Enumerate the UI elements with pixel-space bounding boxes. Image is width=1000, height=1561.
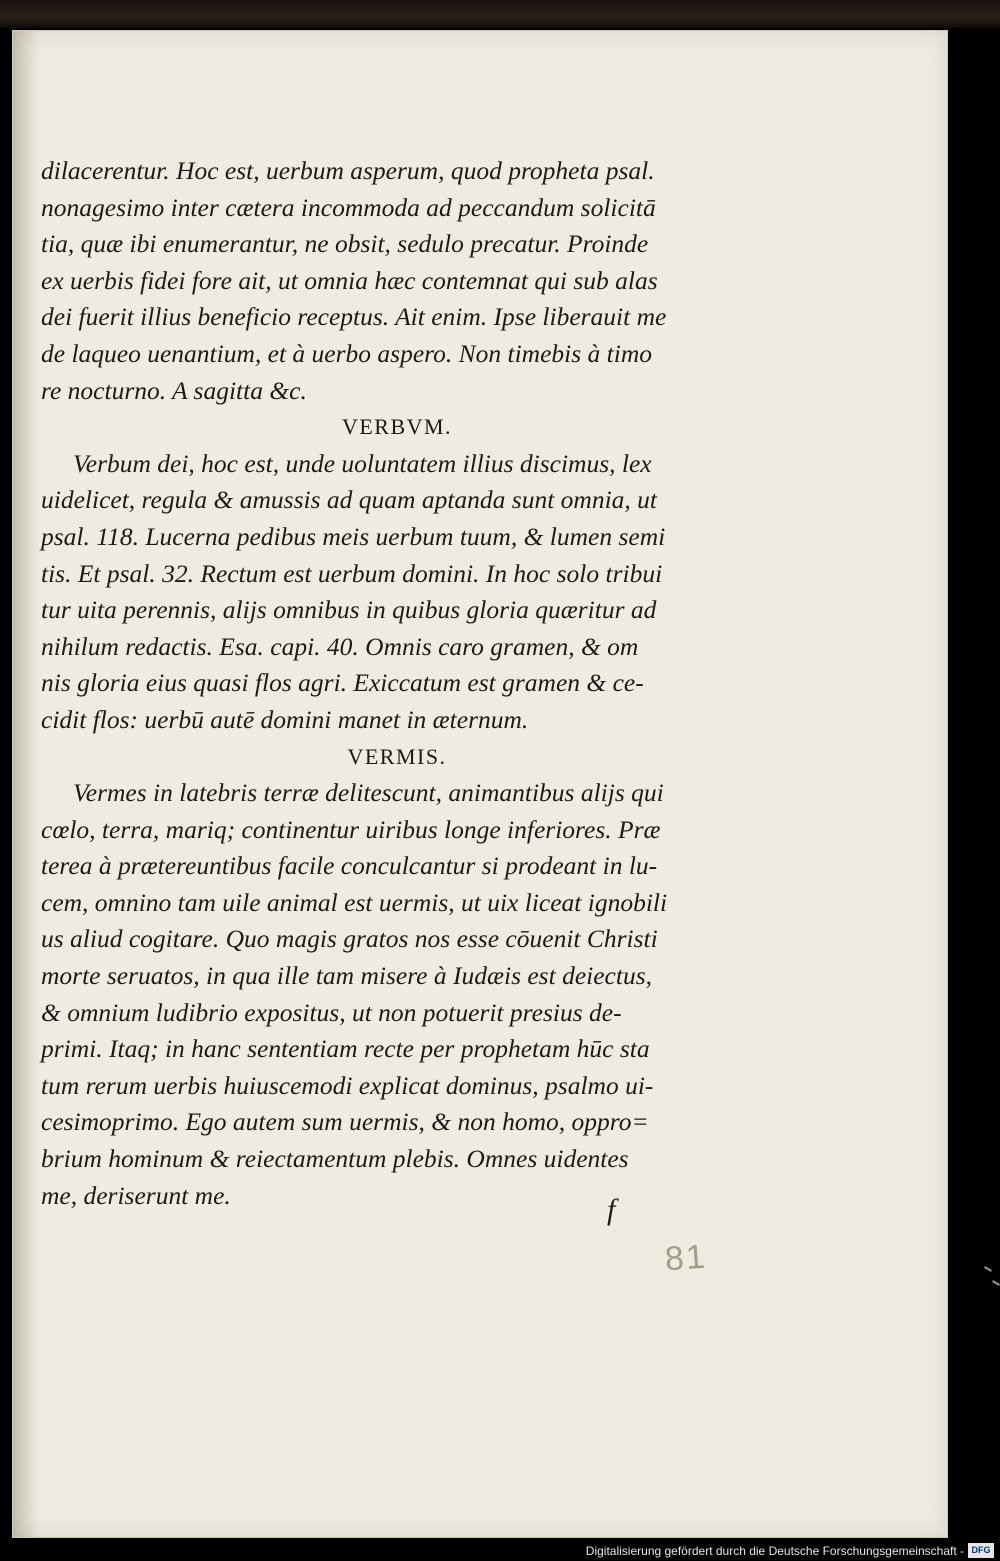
- book-page: [12, 30, 948, 1538]
- gutter-shadow: [13, 31, 39, 1537]
- text-line: ex uerbis fidei fore ait, ut omnia hæc contemnat qui sub alas: [41, 265, 658, 295]
- text-line: cidit flos: uerbū autē domini manet in æternum.: [41, 704, 529, 734]
- text-line: tur uita perennis, alijs omnibus in quibus gloria quæritur ad: [41, 595, 657, 625]
- text-line: Verbum dei, hoc est, unde uoluntatem illius discimus, lex: [73, 448, 652, 478]
- text-line: cœlo, terra, mariq; continentur uiribus longe inferiores. Præ: [41, 814, 661, 844]
- page-text: [41, 153, 731, 1214]
- scan-right-margin: [948, 30, 1000, 1536]
- scan-top-edge: [0, 0, 1000, 28]
- text-line: uidelicet, regula & amussis ad quam aptanda sunt omnia, ut: [41, 485, 657, 515]
- dfg-logo-icon: DFG: [968, 1543, 994, 1558]
- text-line: me, deriserunt me.: [41, 1180, 231, 1210]
- text-line: dei fuerit illius beneficio receptus. Ait enim. Ipse liberauit me: [41, 302, 667, 332]
- text-line: nonagesimo inter cætera incommoda ad peccandum solicitā: [41, 192, 656, 222]
- section-heading-verbum: VERBVM.: [341, 414, 453, 440]
- text-line: morte seruatos, in qua ille tam misere à Iudæis est deiectus,: [41, 961, 652, 991]
- text-line: re nocturno. A sagitta &c.: [41, 375, 307, 405]
- text-line: psal. 118. Lucerna pedibus meis uerbum tuum, & lumen semi: [41, 521, 666, 551]
- text-line: brium hominum & reiectamentum plebis. Omnes uidentes: [41, 1144, 629, 1174]
- text-line: terea à prætereuntibus facile conculcantur si prodeant in lu-: [41, 851, 658, 881]
- text-line: primi. Itaq; in hanc sententiam recte per prophetam hūc sta: [41, 1034, 650, 1064]
- section-heading-vermis: VERMIS.: [347, 743, 447, 769]
- text-line: nihilum redactis. Esa. capi. 40. Omnis caro gramen, & om: [41, 631, 639, 661]
- text-line: tum rerum uerbis huiuscemodi explicat dominus, psalmo ui-: [41, 1070, 654, 1100]
- text-line: tis. Et psal. 32. Rectum est uerbum domini. In hoc solo tribui: [41, 558, 663, 588]
- dfg-credit-text: Digitalisierung gefördert durch die Deutsche Forschungsgemeinschaft -: [585, 1544, 964, 1558]
- text-line: de laqueo uenantium, et à uerbo aspero. Non timebis à timo: [41, 338, 652, 368]
- edge-mark: [984, 1266, 992, 1272]
- text-line: Vermes in latebris terræ delitescunt, animantibus alijs qui: [73, 778, 664, 808]
- text-line: cem, omnino tam uile animal est uermis, ut uix liceat ignobili: [41, 887, 668, 917]
- text-line: nis gloria eius quasi flos agri. Exiccatum est gramen & ce-: [41, 668, 644, 698]
- text-line: & omnium ludibrio expositus, ut non potuerit presius de-: [41, 997, 622, 1027]
- pencil-folio-number: 81: [663, 1237, 709, 1279]
- text-line: cesimoprimo. Ego autem sum uermis, & non homo, oppro=: [41, 1107, 649, 1137]
- catchword: f: [607, 1193, 616, 1226]
- text-line: tia, quæ ibi enumerantur, ne obsit, sedulo precatur. Proinde: [41, 229, 649, 259]
- footer-bar: [0, 1539, 1000, 1561]
- text-line: dilacerentur. Hoc est, uerbum asperum, quod propheta psal.: [41, 156, 655, 185]
- text-line: us aliud cogitare. Quo magis gratos nos esse cōuenit Christi: [41, 924, 658, 954]
- edge-mark: [992, 1280, 1000, 1286]
